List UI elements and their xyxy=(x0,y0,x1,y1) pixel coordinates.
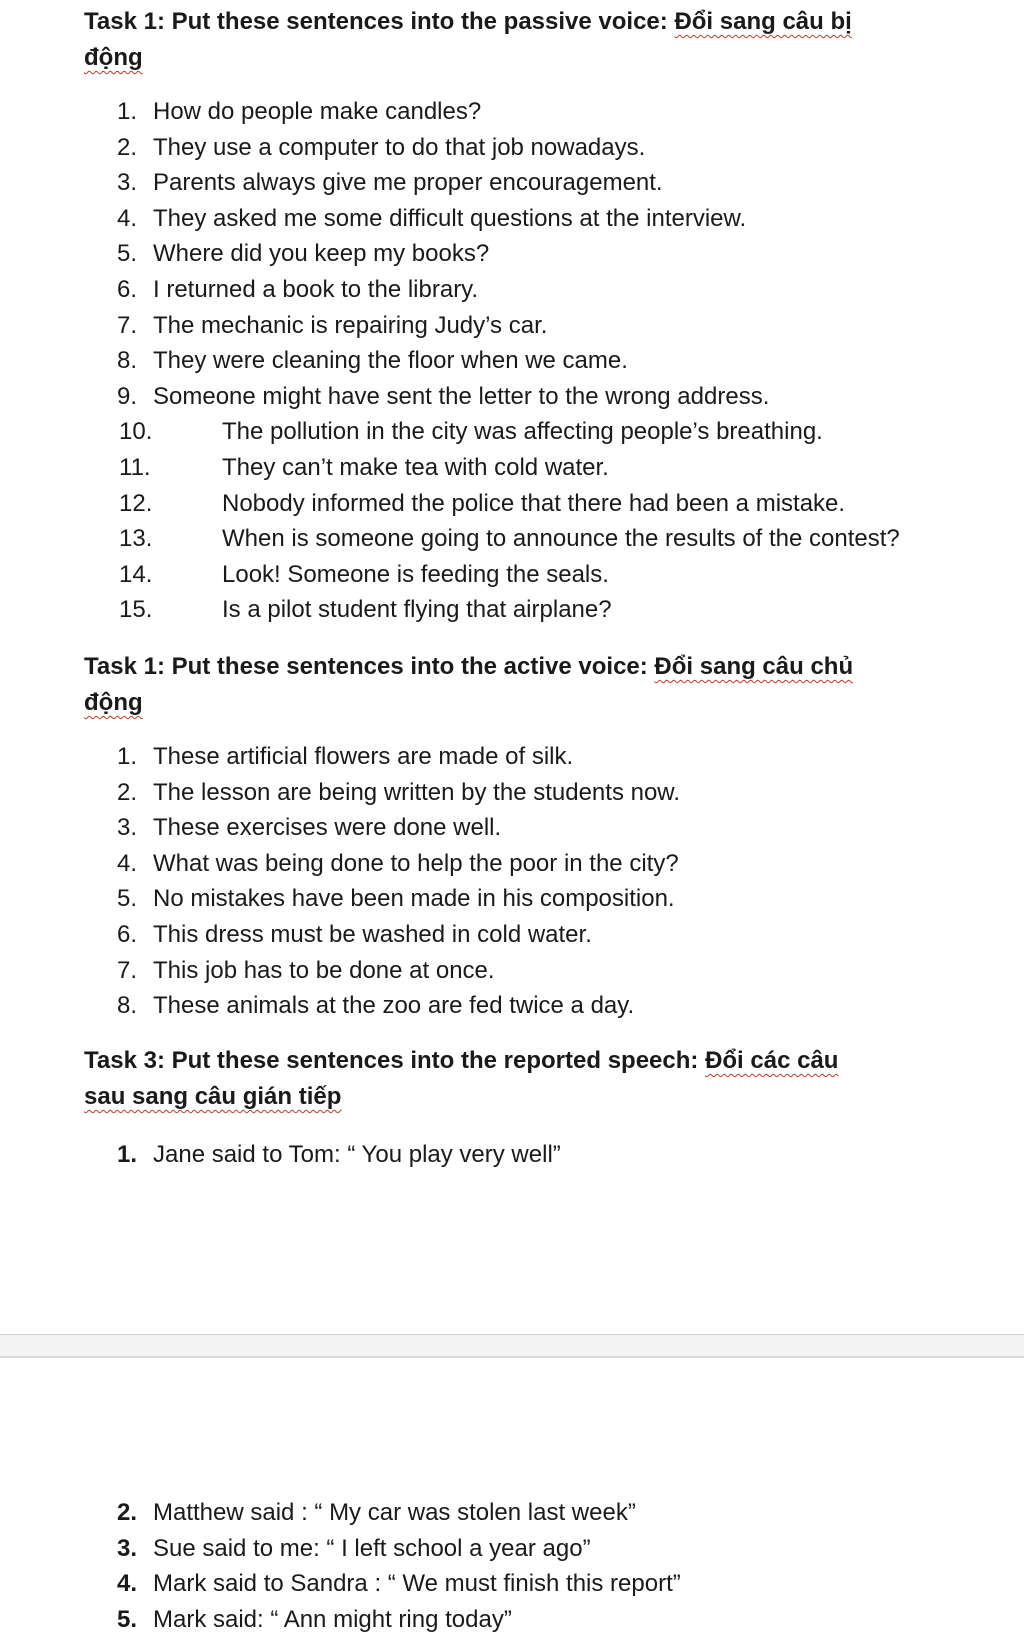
item-text: How do people make candles? xyxy=(153,98,482,125)
item-number: 7. xyxy=(117,311,138,339)
item-number: 12. xyxy=(119,489,153,517)
list-item xyxy=(0,343,1024,379)
task3-title: Task 3: Put these sentences into the reported speech: xyxy=(84,1047,706,1074)
list-item xyxy=(0,236,1024,272)
task1-title: Task 1: Put these sentences into the passive voice: xyxy=(84,8,675,35)
task3-title-vn-2: sau sang câu gián tiếp xyxy=(84,1083,342,1110)
item-number: 10. xyxy=(119,418,153,446)
item-number: 8. xyxy=(117,992,138,1020)
list-item xyxy=(0,201,1024,237)
item-text: Parents always give me proper encouragement. xyxy=(153,169,663,197)
list-item xyxy=(0,379,1024,415)
item-number: 3. xyxy=(117,1534,138,1562)
list-item xyxy=(0,988,1024,1024)
list-item xyxy=(0,810,1024,846)
task3-title-vn-1: Đổi các câu xyxy=(705,1047,839,1074)
list-item xyxy=(0,1566,1024,1602)
item-number: 2. xyxy=(117,1499,138,1526)
item-text: The pollution in the city was affecting people’s breathing. xyxy=(222,418,823,446)
item-number: 6. xyxy=(117,275,138,303)
item-number: 3. xyxy=(117,814,138,842)
task2-title: Task 1: Put these sentences into the active voice: xyxy=(84,653,655,680)
item-text: Sue said to me: “ I left school a year ago” xyxy=(153,1534,591,1562)
list-item xyxy=(0,486,1024,522)
list-item xyxy=(0,1531,1024,1567)
item-number: 13. xyxy=(119,525,153,553)
item-number: 5. xyxy=(117,240,138,268)
list-item xyxy=(0,881,1024,917)
list-item xyxy=(0,739,1024,775)
list-item xyxy=(0,272,1024,308)
item-number: 1. xyxy=(117,98,138,125)
list-item xyxy=(0,953,1024,989)
list-item xyxy=(0,94,1024,130)
item-text: They use a computer to do that job nowadays. xyxy=(153,133,646,161)
item-number: 5. xyxy=(117,885,138,913)
task3-list-b xyxy=(0,1495,1024,1637)
item-text: The lesson are being written by the students now. xyxy=(153,778,680,806)
item-text: Mark said: “ Ann might ring today” xyxy=(153,1605,512,1633)
item-number: 5. xyxy=(117,1605,138,1633)
item-number: 7. xyxy=(117,956,138,984)
item-text: Look! Someone is feeding the seals. xyxy=(222,560,609,588)
task1-title-vn-2: động xyxy=(84,44,143,71)
list-item xyxy=(0,1137,1024,1173)
task3-list-a xyxy=(0,1137,1024,1173)
item-number: 8. xyxy=(117,347,138,375)
item-text: The mechanic is repairing Judy’s car. xyxy=(153,311,548,339)
task2-list xyxy=(0,739,1024,1024)
list-item xyxy=(0,557,1024,593)
item-number: 14. xyxy=(119,560,153,588)
task1-title-vn-1: Đổi sang câu bị xyxy=(674,8,852,35)
item-text: Nobody informed the police that there had been a mistake. xyxy=(222,489,846,517)
list-item xyxy=(0,308,1024,344)
item-text: Where did you keep my books? xyxy=(153,240,490,268)
task3-heading xyxy=(84,1043,984,1115)
item-number: 6. xyxy=(117,920,138,948)
item-number: 11. xyxy=(119,453,151,481)
list-item xyxy=(0,846,1024,882)
list-item xyxy=(0,414,1024,450)
item-number: 9. xyxy=(117,382,138,410)
item-text: These animals at the zoo are fed twice a day. xyxy=(153,992,635,1020)
item-text: Jane said to Tom: “ You play very well” xyxy=(153,1141,561,1168)
item-number: 1. xyxy=(117,743,138,770)
item-text: This dress must be washed in cold water. xyxy=(153,920,592,948)
list-item xyxy=(0,521,1024,557)
item-text: Mark said to Sandra : “ We must finish this report” xyxy=(153,1570,681,1598)
list-item xyxy=(0,775,1024,811)
item-text: Someone might have sent the letter to the wrong address. xyxy=(153,382,770,410)
task2-heading xyxy=(84,649,984,721)
list-item xyxy=(0,450,1024,486)
item-text: These artificial flowers are made of silk. xyxy=(153,743,574,770)
list-item xyxy=(0,917,1024,953)
item-text: Matthew said : “ My car was stolen last week” xyxy=(153,1499,636,1526)
item-text: They can’t make tea with cold water. xyxy=(222,453,609,481)
list-item xyxy=(0,592,1024,628)
item-text: They were cleaning the floor when we came. xyxy=(153,347,628,375)
item-text: Is a pilot student flying that airplane? xyxy=(222,596,612,624)
page-break-divider xyxy=(0,1334,1024,1335)
item-number: 4. xyxy=(117,204,138,232)
item-text: They asked me some difficult questions at the interview. xyxy=(153,204,747,232)
item-number: 2. xyxy=(117,133,138,161)
item-number: 4. xyxy=(117,1570,138,1598)
list-item xyxy=(0,165,1024,201)
item-text: What was being done to help the poor in the city? xyxy=(153,849,679,877)
item-text: I returned a book to the library. xyxy=(153,275,479,303)
list-item xyxy=(0,1602,1024,1638)
page-break-divider xyxy=(0,1356,1024,1358)
item-number: 3. xyxy=(117,169,138,197)
item-text: This job has to be done at once. xyxy=(153,956,495,984)
item-text: When is someone going to announce the results of the contest? xyxy=(222,525,900,553)
task2-title-vn-2: động xyxy=(84,689,143,716)
item-number: 1. xyxy=(117,1141,138,1168)
item-text: No mistakes have been made in his composition. xyxy=(153,885,675,913)
item-number: 2. xyxy=(117,778,138,806)
item-number: 4. xyxy=(117,849,138,877)
page-break-band xyxy=(0,1335,1024,1356)
task1-heading xyxy=(84,4,984,76)
task2-title-vn-1: Đổi sang câu chủ xyxy=(654,653,854,680)
list-item xyxy=(0,1495,1024,1531)
item-text: These exercises were done well. xyxy=(153,814,502,842)
item-number: 15. xyxy=(119,596,153,624)
list-item xyxy=(0,130,1024,166)
task1-list xyxy=(0,94,1024,628)
